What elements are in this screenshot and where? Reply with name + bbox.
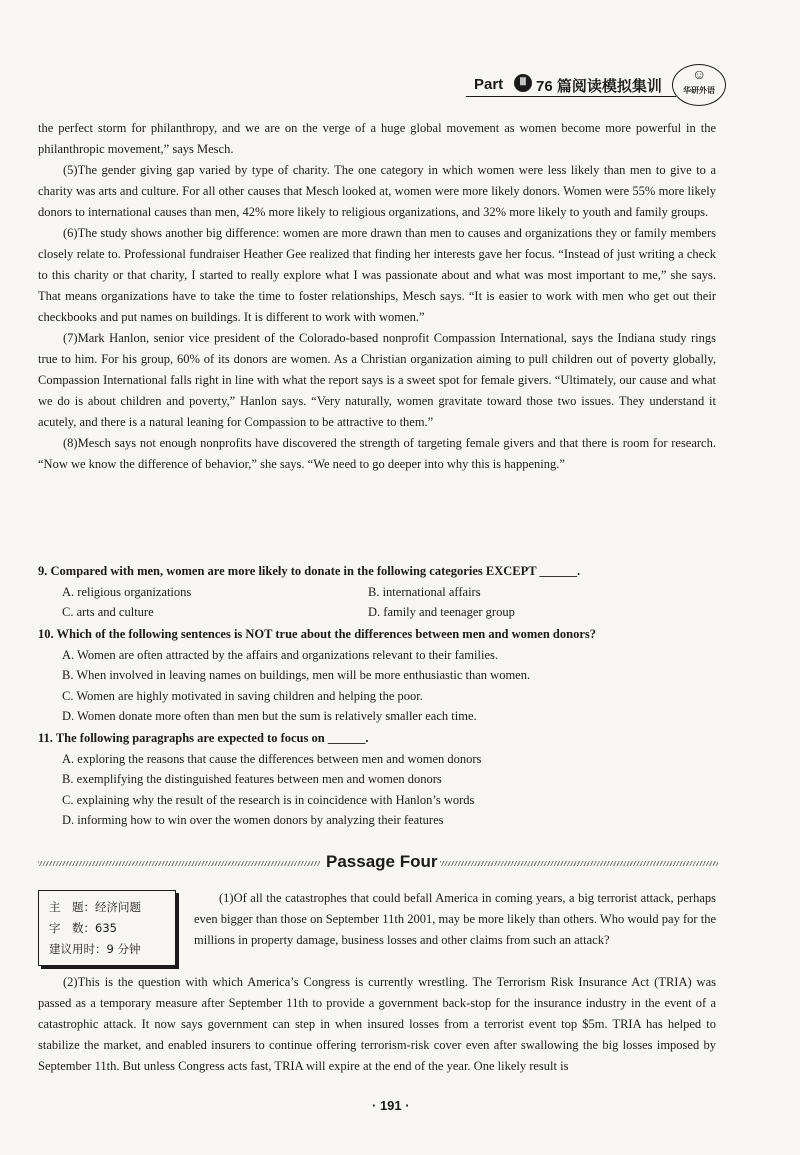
paragraph-7: (7)Mark Hanlon, senior vice president of the Colorado-based nonprofit Compassion International, says the Indiana study rings true to him. For his group, 60% of its donors are women. As a Christian organization aiming to pull children out of poverty globally, Compassion International falls right in line with what the report says is a sweet spot for female givers. “Ultimately, our cause and what we do is about children and poverty,” Hanlon says. “Very naturally, women gravitate toward those two issues. They understand it acutely, and there is a natural leaning for Compassion to be attractive to them.” <box>38 331 716 429</box>
question-stem: 9. Compared with men, women are more likely to donate in the following categories EXCEPT ______. <box>38 564 581 578</box>
option-a: A. Women are often attracted by the affairs and organizations relevant to their families. <box>62 647 498 662</box>
header-rule <box>466 96 676 97</box>
option-b: B. When involved in leaving names on buildings, men will be more enthusiastic than women. <box>62 668 531 682</box>
passage-info-box <box>38 890 176 966</box>
publisher-logo <box>672 64 726 106</box>
passage-four-heading <box>38 852 718 874</box>
info-suggested-time: 建议用时：9 分钟 <box>49 942 141 956</box>
paragraph-8: (8)Mesch says not enough nonprofits have discovered the strength of targeting female givers and that there is room for research. “Now we know the difference of behavior,” she says. “We need to go deeper into why this is happening.” <box>38 436 716 471</box>
logo-text: 华研外语 <box>683 86 715 95</box>
option-d: D. Women donate more often than men but the sum is relatively smaller each time. <box>62 709 477 723</box>
header-part-number: Ⅲ <box>514 74 532 92</box>
passage-three-text <box>38 118 716 475</box>
passage-four-paragraph-2-box <box>38 972 716 1077</box>
paragraph-continuation: the perfect storm for philanthropy, and we are on the verge of a huge global movement as women become more powerful in the philanthropic movement,” says Mesch. <box>38 121 716 156</box>
question-9 <box>38 561 728 623</box>
running-header <box>466 70 738 104</box>
paragraph-1: (1)Of all the catastrophes that could befall America in coming years, a big terrorist attack, perhaps even bigger than those on September 11th 2001, may be more likely than others. Who would pay for the millions in property damage, business losses and other claims from such an attack? <box>194 891 716 947</box>
heading-ornament-left <box>38 861 320 866</box>
question-stem: 11. The following paragraphs are expected to focus on ______. <box>38 731 369 745</box>
heading-ornament-right <box>440 861 718 866</box>
paragraph-2: (2)This is the question with which America’s Congress is currently wrestling. The Terrorism Risk Insurance Act (TRIA) was passed as a temporary measure after September 11th to provide a government back-stop for the insurance industry in the event of a catastrophic attack. It now says government can step in when insured losses from a terrorist event top $5m. TRIA has helped to stabilize the market, and enabled insurers to continue offering terrorism-risk cover even after swallowing the big losses imposed by September 11th. But unless Congress acts fast, TRIA will expire at the end of the year. One likely result is <box>38 975 716 1073</box>
page-number: · 191 · <box>372 1098 410 1113</box>
option-d: D. family and teenager group <box>368 605 515 619</box>
option-c: C. Women are highly motivated in saving children and helping the poor. <box>62 688 423 703</box>
option-c: C. arts and culture <box>62 605 154 619</box>
option-b: B. international affairs <box>368 584 481 599</box>
logo-mascot-icon: ☺ <box>692 68 707 83</box>
header-part-label: Part <box>474 76 504 93</box>
option-a: A. religious organizations <box>62 584 192 599</box>
passage-title: Passage Four <box>326 852 438 871</box>
paragraph-6: (6)The study shows another big difference: women are more drawn than men to causes and organizations they or family members closely relate to. Professional fundraiser Heather Gee realized that finding her interests gave her focus. “Instead of just writing a check to this charity or that charity, I started to really explore what I was passionate about and what was most important to me,” she says. That means organizations have to take the time to foster relationships, Mesch says. “It is easier to work with men who get out their checkbooks and put names on buildings. It is different to work with women.” <box>38 226 716 324</box>
option-a: A. exploring the reasons that cause the differences between men and women donors <box>62 751 482 766</box>
info-topic: 主 题：经济问题 <box>49 900 141 914</box>
option-c: C. explaining why the result of the research is in coincidence with Hanlon’s words <box>62 792 475 807</box>
question-stem: 10. Which of the following sentences is NOT true about the differences between men and women donors? <box>38 627 596 641</box>
paragraph-5: (5)The gender giving gap varied by type of charity. The one category in which women were less likely than men to give to a charity was arts and culture. For all other causes that Mesch looked at, women were more likely donors. Women were 55% more likely donors to international causes than men, 42% more likely to religious organizations, and 32% more likely to youth and family groups. <box>38 163 716 219</box>
passage-four-paragraph-1-box <box>194 888 716 951</box>
option-d: D. informing how to win over the women donors by analyzing their features <box>62 813 444 827</box>
question-11 <box>38 728 728 831</box>
info-word-count: 字 数：635 <box>49 921 117 935</box>
option-b: B. exemplifying the distinguished features between men and women donors <box>62 772 442 786</box>
question-10 <box>38 624 728 727</box>
header-series-title: 76 篇阅读模拟集训 <box>536 78 662 95</box>
